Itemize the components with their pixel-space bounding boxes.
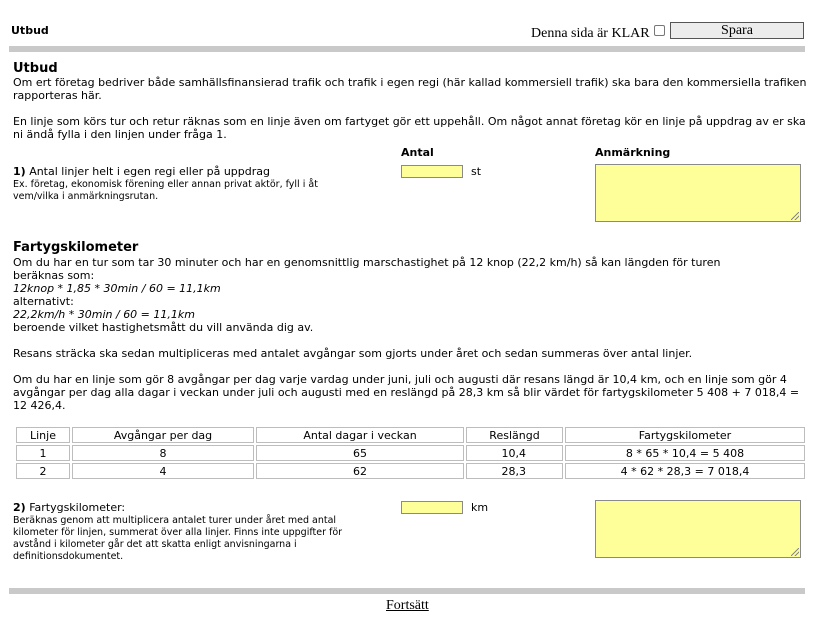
table-cell: 65 <box>256 445 464 461</box>
q1-label <box>13 165 383 178</box>
page-header-title: Utbud <box>11 24 49 37</box>
top-divider <box>9 46 805 52</box>
q2-remark-textarea[interactable] <box>595 500 801 558</box>
table-cell: 4 * 62 * 28,3 = 7 018,4 <box>565 463 805 479</box>
klar-label: Denna sida är KLAR <box>531 26 650 41</box>
formula-2-text: 22,2km/h * 30min / 60 = 11,1km <box>13 308 195 321</box>
klar-checkbox[interactable] <box>654 25 665 36</box>
table-cell: 4 <box>72 463 254 479</box>
column-heading-anmarkning: Anmärkning <box>595 146 671 159</box>
table-header-reslangd: Reslängd <box>466 427 563 443</box>
column-heading-antal: Antal <box>401 146 434 159</box>
table-cell: 1 <box>16 445 70 461</box>
q1-text: Antal linjer helt i egen regi eller på uppdrag <box>29 165 270 178</box>
table-cell: 62 <box>256 463 464 479</box>
resize-grip-icon[interactable] <box>791 212 799 220</box>
fartyg-alt: alternativt: <box>13 295 74 308</box>
table-cell: 28,3 <box>466 463 563 479</box>
q1-remark-textarea[interactable] <box>595 164 801 222</box>
table-cell: 8 <box>72 445 254 461</box>
fartyg-p1: Om du har en tur som tar 30 minuter och har en genomsnittlig marschastighet på 12 knop (22,2 km/h) så kan längden för turen beräknas som: <box>13 256 721 282</box>
q2-help: Beräknas genom att multiplicera antalet turer under året med antal kilometer för linjen, summerat över alla linjer. Finns inte uppgifter för avstånd i kilometer går det att skatta enligt anvisningarna i definitionsdokumentet. <box>13 515 343 562</box>
q1-number: 1) <box>13 165 26 178</box>
fartyg-p2: beroende vilket hastighetsmått du vill använda dig av. <box>13 321 314 334</box>
continue-link[interactable]: Fortsätt <box>386 598 429 613</box>
fartyg-formula-1 <box>13 282 773 295</box>
utbud-intro-1: Om ert företag bedriver både samhällsfinansierad trafik och trafik i egen regi (här kallad kommersiell trafik) ska bara den kommersiella trafiken rapporteras här. <box>13 76 807 102</box>
table-cell: 8 * 65 * 10,4 = 5 408 <box>565 445 805 461</box>
section-heading-fartygskilometer: Fartygskilometer <box>13 240 139 255</box>
q2-km-input[interactable] <box>401 501 463 514</box>
table-header-linje: Linje <box>16 427 70 443</box>
table-header-row <box>16 427 805 443</box>
resize-grip-icon[interactable] <box>791 548 799 556</box>
fartyg-p3: Resans sträcka ska sedan multipliceras med antalet avgångar som gjorts under året och sedan summeras över antal linjer. <box>13 347 693 360</box>
q2-number: 2) <box>13 501 26 514</box>
table-header-avgangar: Avgångar per dag <box>72 427 254 443</box>
fartyg-p4: Om du har en linje som gör 8 avgångar per dag varje vardag under juni, juli och augusti där resans längd är 10,4 km, och en linje som gör 4 avgångar per dag alla dagar i veckan under juli och augusti med en reslängd på 28,3 km så blir värdet för fartygskilometer 5 408 + 7 018,4 = 12 426,4. <box>13 373 800 412</box>
table-header-fartygskilometer: Fartygskilometer <box>565 427 805 443</box>
q1-unit: st <box>471 165 482 178</box>
fartyg-description <box>13 256 773 334</box>
q2-text: Fartygskilometer: <box>29 501 126 514</box>
example-table <box>14 425 807 481</box>
save-button[interactable]: Spara <box>670 22 804 39</box>
bottom-divider <box>9 588 805 594</box>
table-header-dagar: Antal dagar i veckan <box>256 427 464 443</box>
table-cell: 10,4 <box>466 445 563 461</box>
formula-1-text: 12knop * 1,85 * 30min / 60 = 11,1km <box>13 282 221 295</box>
table-row <box>16 445 805 461</box>
fartyg-formula-2 <box>13 308 773 321</box>
q1-help: Ex. företag, ekonomisk förening eller annan privat aktör, fyll i åt vem/vilka i anmärkningsrutan. <box>13 179 318 202</box>
utbud-intro-2: En linje som körs tur och retur räknas som en linje även om fartyget gör ett uppehåll. Om något annat företag kör en linje på uppdrag av er ska ni ändå fylla i den linjen under fråga 1. <box>13 115 806 141</box>
section-heading-utbud: Utbud <box>13 61 58 76</box>
q2-label <box>13 501 383 514</box>
table-row <box>16 463 805 479</box>
table-cell: 2 <box>16 463 70 479</box>
q1-antal-input[interactable] <box>401 165 463 178</box>
q2-unit: km <box>471 501 489 514</box>
